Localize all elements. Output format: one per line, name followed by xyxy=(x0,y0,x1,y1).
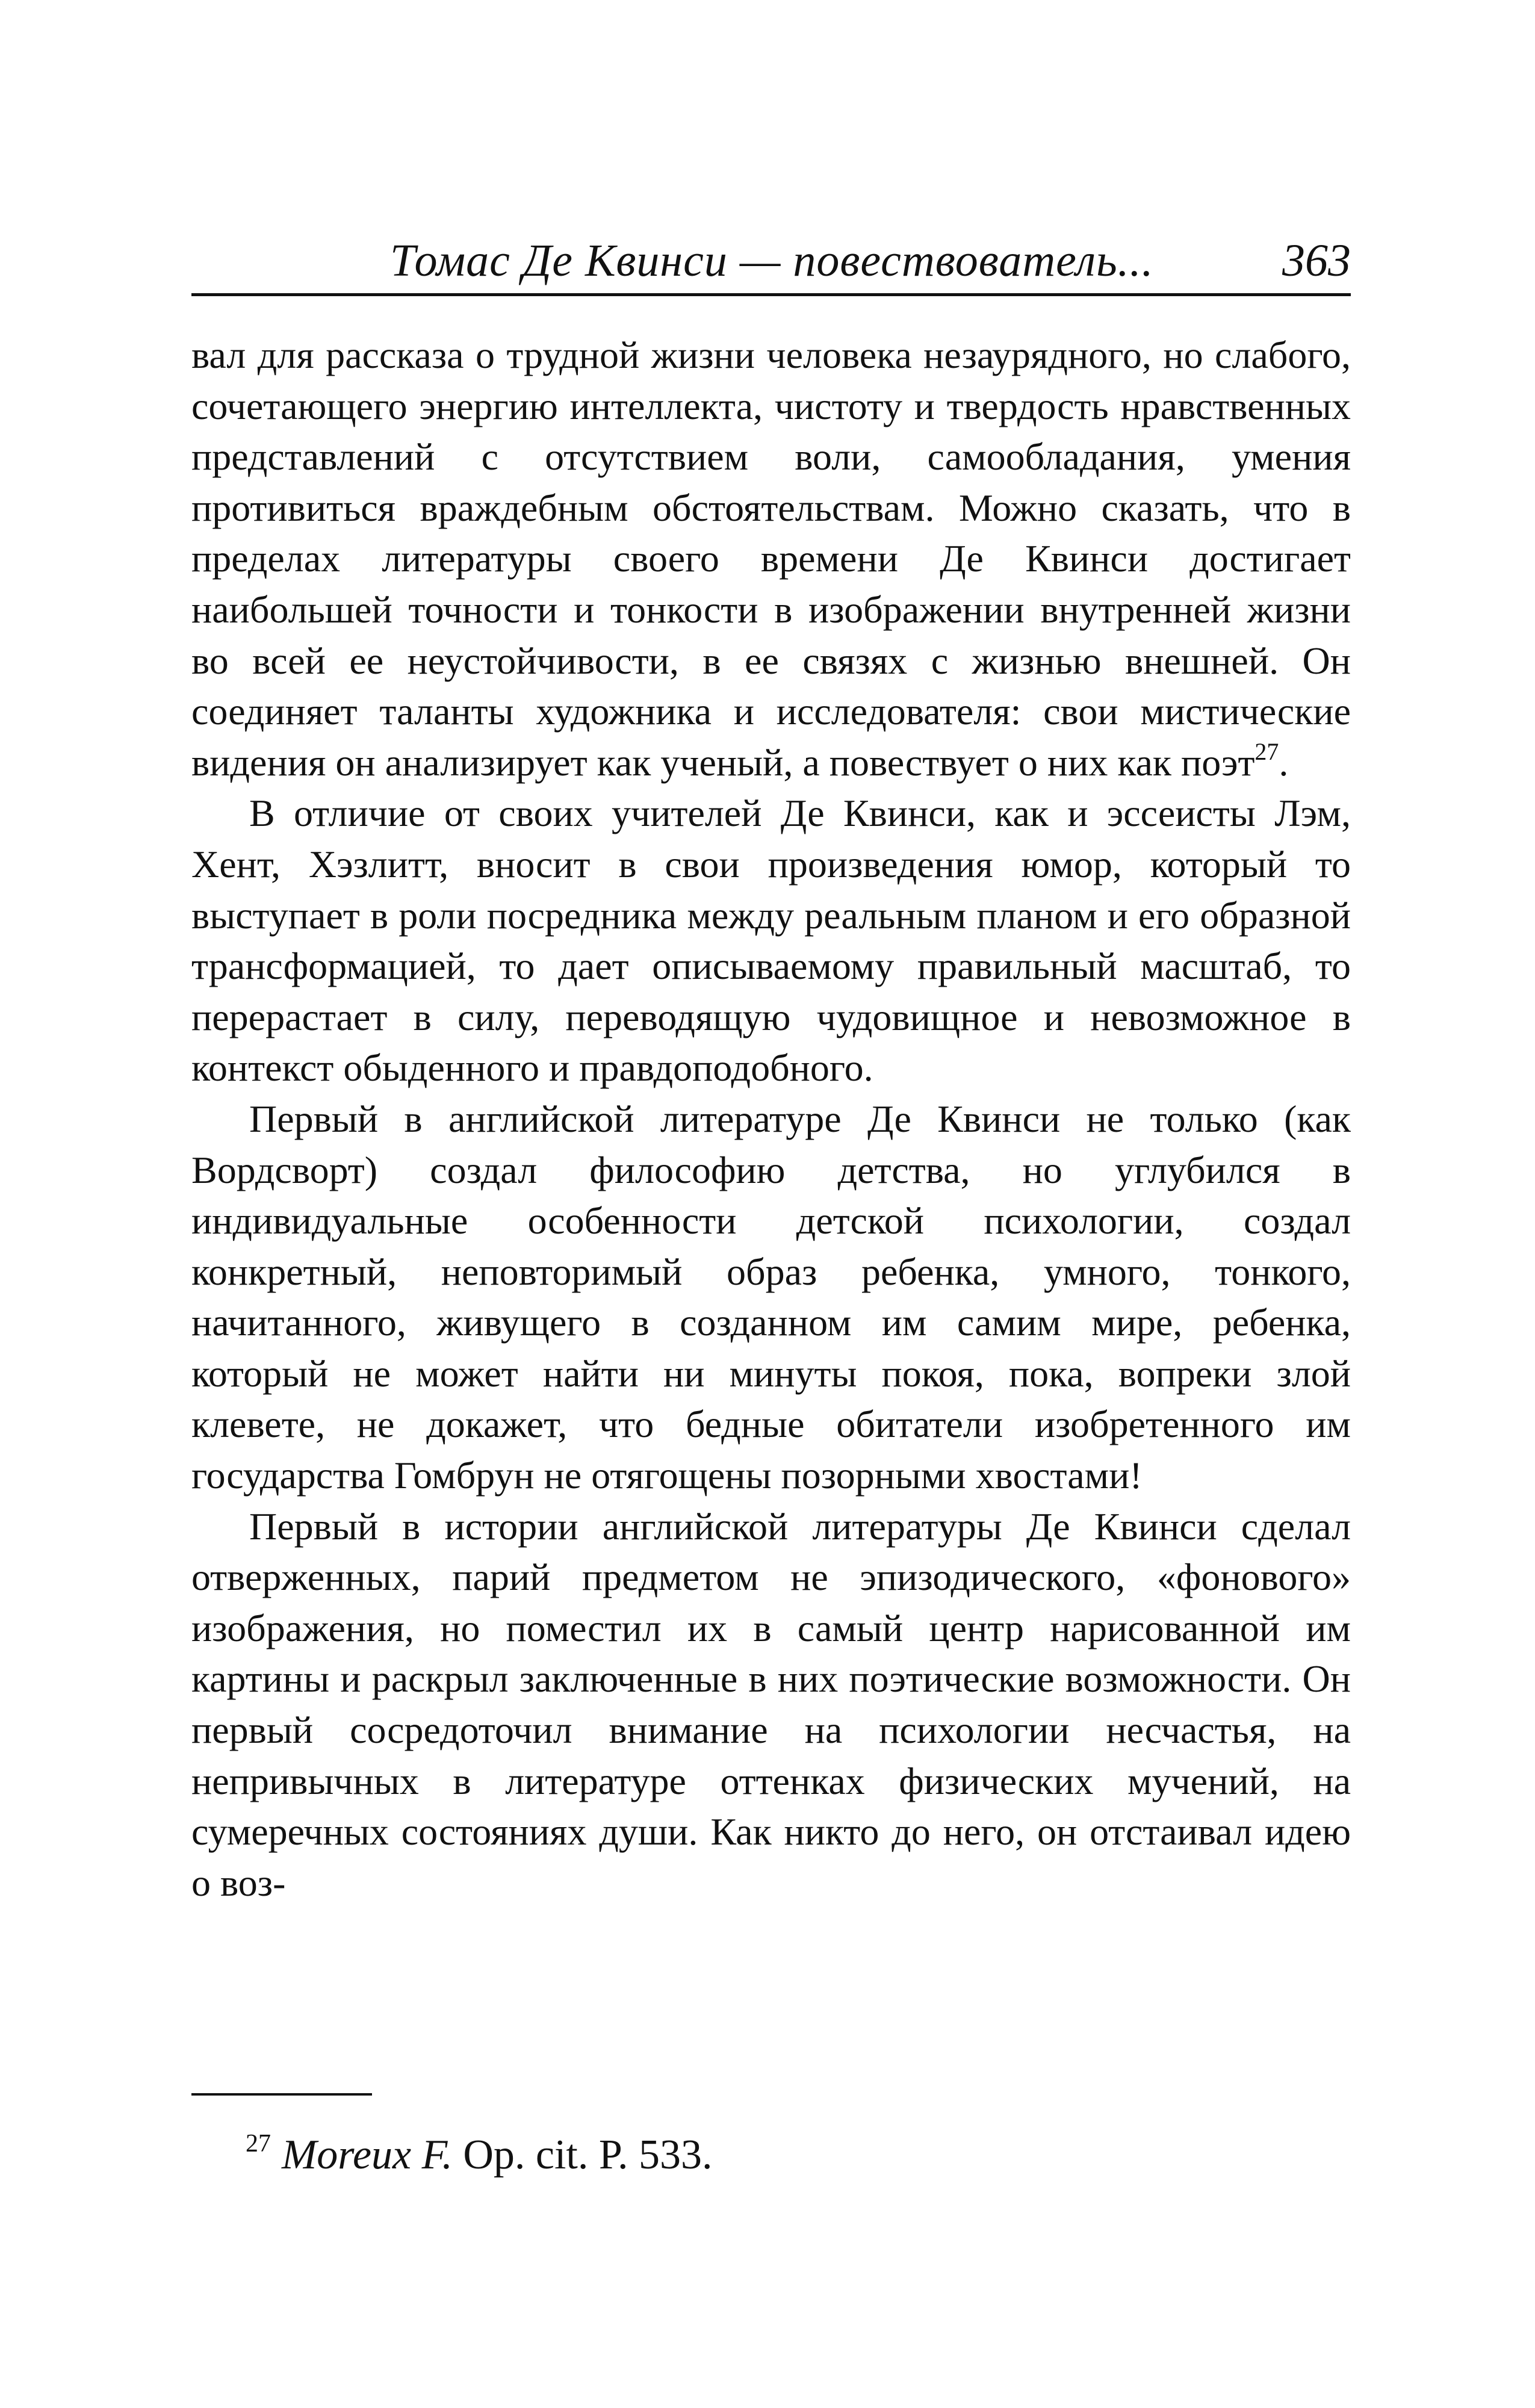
footnote xyxy=(246,2128,713,2182)
paragraph-1 xyxy=(191,330,1351,788)
footnote-number: 27 xyxy=(246,2130,271,2158)
paragraph-2: В отличие от своих учителей Де Квинси, как и эссеисты Лэм, Хент, Хэзлитт, вносит в свои произведения юмор, который то выступает в роли посредника между реальным планом и его образной трансформацией, то дает описываемому правильный масштаб, то перерастает в силу, переводящую чудовищное и невозможное в контекст обыденного и правдоподобного. xyxy=(191,792,1351,1090)
running-head xyxy=(191,234,1351,288)
paragraph-3: Первый в английской литературе Де Квинси не только (как Вордсворт) создал философию детства, но углубился в индивидуальные особенности детской психологии, создал конкретный, неповторимый образ ребенка, умного, тонкого, начитанного, живущего в созданном им самим мире, ребенка, который не может найти ни минуты покоя, пока, вопреки злой клевете, не докажет, что бедные обитатели изобретенного им государства Гомбрун не отягощены позорными хвостами! xyxy=(191,1097,1351,1497)
page-number: 363 xyxy=(1282,235,1351,286)
footnote-author: Moreux F. xyxy=(282,2132,453,2178)
footnote-rule xyxy=(191,2093,372,2096)
paragraph-1-tail: . xyxy=(1279,740,1289,784)
footnote-reference: 27 xyxy=(1254,737,1279,765)
footnote-citation: Op. cit. P. 533. xyxy=(463,2132,713,2178)
header-rule xyxy=(191,293,1351,296)
paragraph-4: Первый в истории английской литературы Де Квинси сделал отверженных, парий предметом не эпизодического, «фонового» изображения, но поместил их в самый центр нарисованной им картины и раскрыл заключенные в них поэтические возможности. Он первый сосредоточил внимание на психологии несчастья, на непривычных в литературе оттенках физических мучений, на сумеречных состояниях души. Как никто до него, он отстаивал идею о воз- xyxy=(191,1504,1351,1904)
running-title: Томас Де Квинси — повествователь... xyxy=(390,235,1154,286)
body-text xyxy=(191,330,1351,1908)
paragraph-1-text: вал для рассказа о трудной жизни человека незаурядного, но слабого, сочетающего энергию интеллекта, чистоту и твердость нравственных представлений с отсутствием воли, самообладания, умения противиться враждебным обстоятельствам. Можно сказать, что в пределах литературы своего времени Де Квинси достигает наибольшей точности и тонкости в изображении внутренней жизни во всей ее неустойчивости, в ее связях с жизнью внешней. Он соединяет таланты художника и исследователя: свои мистические видения он анализирует как ученый, а повествует о них как поэт xyxy=(191,334,1351,784)
